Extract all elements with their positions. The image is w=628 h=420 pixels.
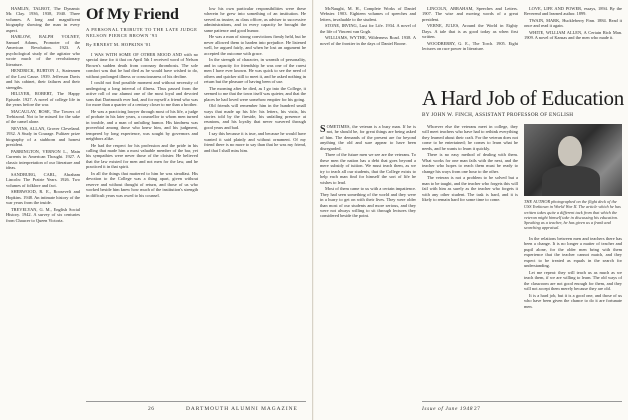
paragraph: Whoever else the veterans meet in college, they will meet teachers who have had to rethink everything they learned about their craft. For the veteran does not come to be entertained; he comes to learn what he needs, and he wants to learn it quickly.	[422, 124, 518, 151]
paragraph: WHITE, WILLIAM ALLEN, A Certain Rich Man. 1909. A novel of Kansas and the men who made it.	[524, 30, 622, 41]
page-number-2: 27	[474, 406, 481, 412]
paragraph: I could not find possible moment and without necessity of undergoing a long interval of illness. Thus passed from the active roll of our alumni one of the most loyal and devoted sons that Dartmouth ever had, and for myself a friend who was for more than a quarter of a century closer to me than a brother.	[86, 80, 198, 108]
paragraph: SANDBURG, CARL, Abraham Lincoln: The Prairie Years. 1926. Two volumes of folklore and fact.	[6, 171, 80, 188]
book-list-column-top-2	[422, 6, 518, 84]
article-subtitle: A PERSONAL TRIBUTE TO THE LATE JUDGE NELSON PIERCE BROWN '93	[86, 27, 198, 38]
paragraph: He was a practicing lawyer through most of his life, a judge of probate in his later years, a counsellor to whom men turned in trouble, and a man of unfailing humor. His kindness was proverbial among those who knew him, and his judgment, tempered by long experience, was sought by governors and neighbors alike.	[86, 108, 198, 141]
article-body-column-5	[524, 236, 622, 396]
article-byline: By ERNEST M. HOPKINS '01	[86, 42, 151, 47]
book-list-column-top-3	[524, 6, 622, 84]
page-number: 26	[148, 406, 155, 412]
paragraph: WILLIAMS, WYTHE, Wilderness Road. 1938. A novel of the frontier in the days of Daniel Boone.	[320, 35, 416, 46]
paragraph: Let me repeat: they will teach us as much as we teach them, if we are willing to learn. The old ways of the classroom are not good enough for them, and they will not accept them merely because they are old.	[524, 269, 622, 292]
photo-caption: THE AUTHOR photographed on the flight deck of the USS Yorktown in World War II. The article which he has written takes quite a different tack from that which the veteran might himself take in discussing his education. Speaking as a teacher, he has given us a frank and searching appraisal.	[524, 199, 621, 231]
article-body-column-3	[320, 124, 416, 396]
article-byline-2: BY JOHN W. FINCH, ASSISTANT PROFESSOR OF ENGLISH	[422, 112, 574, 118]
book-list-column	[6, 6, 80, 396]
paragraph: NEVINS, ALLAN, Grover Cleveland. 1932. A Study in Courage. Pulitzer prize biography of a stubborn and honest president.	[6, 125, 80, 148]
paragraph-text: OMETIMES, the veteran is a busy man. If he is not, he should be, for great things are being asked of him. The demands of the present are far beyond anything the old and sure appear to have been disregarded.	[320, 124, 416, 151]
paragraph: In the relations between men and teachers there has been a change. It is no longer a matter of teacher and pupil alone, for the older men bring with them experience that the teacher cannot match, and they expect to be treated as equals in the search for understanding.	[524, 236, 622, 269]
paragraph	[320, 124, 416, 151]
paragraph: In the strength of character, in warmth of personality, and in capacity for friendship he was one of the rarest men I have ever known. He was quick to see the need of others and quicker still to meet it, and he asked nothing in return but the pleasure of having been of use.	[204, 57, 306, 85]
issue-date: Issue of June 1948	[422, 406, 474, 412]
paragraph: HAMLIN, TALBOT, The Dynamic Mr. Clay. 1936, 1938, 1940. Three volumes. A long and magnificent biography showing the man in every aspect.	[6, 6, 80, 33]
paragraph: The veteran is not a problem to be solved but a man to be taught, and the teacher who forgets this will fail with him as surely as the teacher who forgets it with any other student. The task is hard, and it is likely to remain hard for some time to come.	[422, 175, 518, 203]
footer-rule	[86, 401, 306, 402]
paragraph: low his own particular responsibilities were these wherein he grew into something of an institution. He served as trustee, as class officer, as adviser to successive administrations, and in every capacity he brought the same patience and good humor.	[204, 6, 306, 33]
book-list-column-top-1	[320, 6, 416, 84]
paragraph: HENDRICK, BURTON J., Statesmen of the Lost Cause. 1939. Jefferson Davis and his cabinet, their failures and their strengths.	[6, 68, 80, 90]
footer-rule-2	[422, 401, 622, 402]
author-head-shape	[558, 136, 582, 166]
paragraph: HILLYER, ROBERT, The Happy Episode. 1927. A novel of college life in the years before the war.	[6, 91, 80, 107]
paragraph: WOODBERRY, G. E., The Torch. 1905. Eight lectures on race power in literature.	[422, 40, 518, 52]
paragraph: The morning after he died, as I go into the College, it seemed to me that the town itself was quieter, and that the places he had loved were somehow emptier for his going.	[204, 85, 306, 102]
paragraph: In all the things that mattered to him he was steadfast. His devotion to the College was a thing apart, given without reserve and without thought of return, and those of us who worked beside him knew how much of the institution's strength in difficult years was owed to his counsel.	[86, 170, 198, 198]
author-shoulders-shape	[542, 166, 600, 196]
paragraph: Old friends will remember him in the hundred small ways that made up his life: his letters, his visits, his stories told by the fireside, his unfailing presence at reunions, and his loyalty that never wavered through good years and bad.	[204, 103, 306, 130]
paragraph: LOVE, LIFE AND POWER, essays, 1894. By the Reverend and learned author. 1899.	[524, 6, 622, 17]
paragraph: VERNE, JULES, Around the World in Eighty Days. A tale that is as good today as when first written.	[422, 23, 518, 40]
drop-cap: S	[320, 124, 326, 135]
article-body-column	[86, 52, 198, 396]
paragraph: Three of the future men we see are the veterans. To these men the nation has a debt that goes beyond a mere subsidy of tuition. We must teach them, as we try to teach all our students, that the College exists to help each man find for himself the sort of life he wishes to lead.	[320, 152, 416, 185]
magazine-name: DARTMOUTH ALUMNI MAGAZINE	[186, 406, 298, 412]
paragraph: He was a man of strong convictions firmly held, but he never allowed them to harden into prejudice. He listened well, he argued fairly, and when he lost an argument he accepted the outcome with grace.	[204, 34, 306, 56]
paragraph: STONE, IRVING, Lust for Life. 1934. A novel of the life of Vincent van Gogh.	[320, 23, 416, 34]
paragraph: PARRINGTON, VERNON L., Main Currents in American Thought. 1927. A classic interpretation of our literature and ideas.	[6, 148, 80, 171]
paragraph: MACAULAY, ROSE, The Towers of Trebizond. Not to be missed for the sake of the camel alone.	[6, 108, 80, 125]
paragraph: TREVELYAN, G. M., English Social History. 1942. A survey of six centuries from Chaucer to Queen Victoria.	[6, 206, 80, 223]
paragraph: HARLOW, RALPH VOLNEY, Samuel Adams, Promoter of the American Revolution. 1923. A psychological study of the agitator who wrote much of the revolutionary literature.	[6, 34, 80, 67]
paragraph: TWAIN, MARK, Huckleberry Finn. 1884. Read it once and read it again.	[524, 18, 622, 29]
article-body-column-2	[204, 6, 306, 396]
paragraph: It is a hard job, but it is a good one, and those of us who have been given the chance to do it are fortunate men.	[524, 292, 622, 309]
left-page	[0, 0, 313, 420]
paragraph: Most of them came to us with a certain impatience. They had seen something of the world and they were in a hurry to get on with their lives. They were older than most of our students and more serious, and they were not always willing to sit through lectures they considered beside the point.	[320, 186, 416, 219]
paragraph: I WAS WITH SOME OF OTHER MOOD AND with no special time for it that on April 5th I received word of Nelson Brown's sudden death from coronary thrombosis. The sole comfort was that he had died as he would have wished to do, without prolonged illness or consciousness of his decline.	[86, 52, 198, 79]
paragraph: There is no easy method of dealing with them. What works for one man fails with the next, and the teacher who hopes to reach them must be ready to change his ways from one hour to the other.	[422, 152, 518, 174]
article-body-column-4	[422, 124, 518, 396]
paragraph: I say this because it is true, and because he would have wanted it said plainly and without ornament. Of my friend there is no more to say than that he was my friend, and that I shall miss him.	[204, 131, 306, 153]
paragraph: McNaught, M. H., Complete Works of Daniel Webster. 1903. Eighteen volumes of speeches and letters, invaluable to the student.	[320, 6, 416, 22]
paragraph: He had the respect for his profession and the pride in his calling that made him a most valuable member of the bar, yet his sympathies were never those of the cloister. He believed that the law existed for men and not men for the law, and he practiced it in that spirit.	[86, 142, 198, 170]
article-title-2: A Hard Job of Education	[422, 86, 624, 110]
author-photo	[524, 124, 622, 196]
article-title: Of My Friend	[86, 6, 179, 23]
paragraph: LINCOLN, ABRAHAM, Speeches and Letters. 1907. The wise and moving words of a great president.	[422, 6, 518, 22]
right-page	[314, 0, 628, 420]
paragraph: SHERWOOD, R. E., Roosevelt and Hopkins. 1948. An intimate history of the war years from the inside.	[6, 189, 80, 206]
